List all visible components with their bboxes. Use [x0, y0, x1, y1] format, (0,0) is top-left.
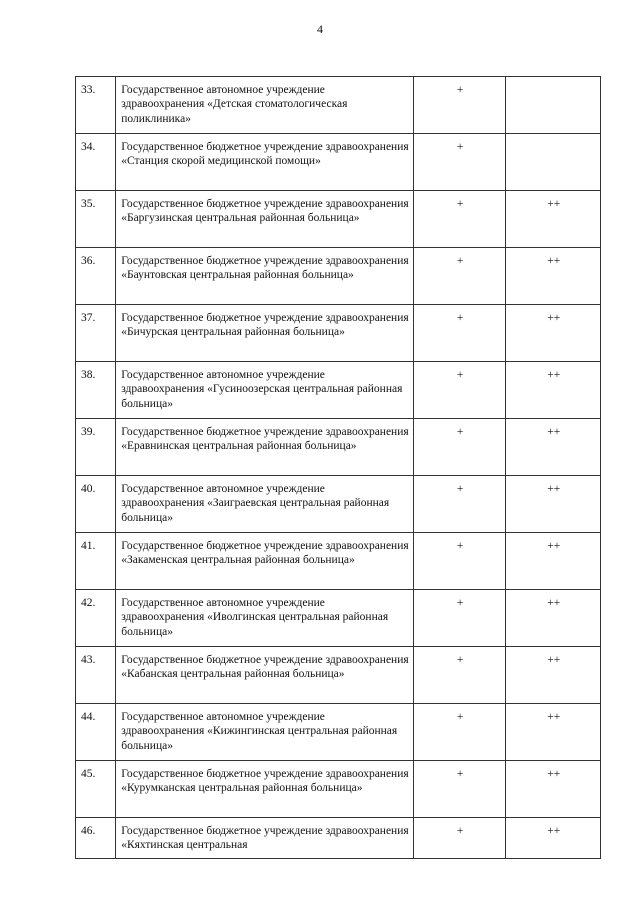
mark-column-2: [506, 134, 601, 191]
mark-column-2: ++: [506, 704, 601, 761]
row-number: 37.: [76, 305, 116, 362]
institution-name: Государственное бюджетное учреждение здравоохранения «Баунтовская центральная районная больница»: [116, 248, 414, 305]
row-number: 34.: [76, 134, 116, 191]
institution-name: Государственное автономное учреждение здравоохранения «Иволгинская центральная районная больница»: [116, 590, 414, 647]
mark-column-1: +: [413, 305, 506, 362]
institution-name: Государственное бюджетное учреждение здравоохранения «Еравнинская центральная районная больница»: [116, 419, 414, 476]
page-number: 4: [317, 22, 323, 36]
institution-name: Государственное бюджетное учреждение здравоохранения «Кяхтинская центральная: [116, 818, 414, 859]
table-row: [76, 248, 601, 305]
row-number: 38.: [76, 362, 116, 419]
institution-name: Государственное бюджетное учреждение здравоохранения «Бичурская центральная районная больница»: [116, 305, 414, 362]
mark-column-1: +: [413, 590, 506, 647]
mark-column-2: ++: [506, 761, 601, 818]
mark-column-2: ++: [506, 362, 601, 419]
row-number: 39.: [76, 419, 116, 476]
mark-column-1: +: [413, 704, 506, 761]
table-row: [76, 362, 601, 419]
row-number: 35.: [76, 191, 116, 248]
mark-column-1: +: [413, 476, 506, 533]
mark-column-2: ++: [506, 191, 601, 248]
mark-column-1: +: [413, 533, 506, 590]
mark-column-1: +: [413, 419, 506, 476]
mark-column-2: ++: [506, 533, 601, 590]
mark-column-2: ++: [506, 476, 601, 533]
institution-name: Государственное автономное учреждение здравоохранения «Гусиноозерская центральная районная больница»: [116, 362, 414, 419]
table-row: [76, 533, 601, 590]
mark-column-2: ++: [506, 419, 601, 476]
table-row: [76, 476, 601, 533]
mark-column-1: +: [413, 647, 506, 704]
row-number: 45.: [76, 761, 116, 818]
mark-column-2: ++: [506, 647, 601, 704]
mark-column-1: +: [413, 818, 506, 859]
table-row: [76, 704, 601, 761]
row-number: 44.: [76, 704, 116, 761]
row-number: 33.: [76, 77, 116, 134]
mark-column-1: +: [413, 761, 506, 818]
institutions-table-body: [76, 77, 601, 859]
mark-column-1: +: [413, 134, 506, 191]
mark-column-2: ++: [506, 248, 601, 305]
mark-column-1: +: [413, 248, 506, 305]
mark-column-2: ++: [506, 305, 601, 362]
table-row: [76, 590, 601, 647]
mark-column-2: ++: [506, 590, 601, 647]
institution-name: Государственное автономное учреждение здравоохранения «Детская стоматологическая поликлиника»: [116, 77, 414, 134]
institution-name: Государственное бюджетное учреждение здравоохранения «Станция скорой медицинской помощи»: [116, 134, 414, 191]
institution-name: Государственное бюджетное учреждение здравоохранения «Закаменская центральная районная больница»: [116, 533, 414, 590]
mark-column-2: ++: [506, 818, 601, 859]
row-number: 42.: [76, 590, 116, 647]
mark-column-1: +: [413, 77, 506, 134]
institution-name: Государственное автономное учреждение здравоохранения «Заиграевская центральная районная больница»: [116, 476, 414, 533]
table-row: [76, 419, 601, 476]
row-number: 40.: [76, 476, 116, 533]
table-row: [76, 818, 601, 859]
table-row: [76, 305, 601, 362]
row-number: 43.: [76, 647, 116, 704]
mark-column-1: +: [413, 362, 506, 419]
institution-name: Государственное автономное учреждение здравоохранения «Кижингинская центральная районная больница»: [116, 704, 414, 761]
table-row: [76, 647, 601, 704]
table-row: [76, 761, 601, 818]
institution-name: Государственное бюджетное учреждение здравоохранения «Курумканская центральная районная больница»: [116, 761, 414, 818]
institution-name: Государственное бюджетное учреждение здравоохранения «Баргузинская центральная районная больница»: [116, 191, 414, 248]
mark-column-1: +: [413, 191, 506, 248]
institutions-table: [75, 76, 601, 859]
table-row: [76, 191, 601, 248]
institution-name: Государственное бюджетное учреждение здравоохранения «Кабанская центральная районная больница»: [116, 647, 414, 704]
table-row: [76, 134, 601, 191]
table-row: [76, 77, 601, 134]
mark-column-2: [506, 77, 601, 134]
row-number: 36.: [76, 248, 116, 305]
row-number: 46.: [76, 818, 116, 859]
row-number: 41.: [76, 533, 116, 590]
